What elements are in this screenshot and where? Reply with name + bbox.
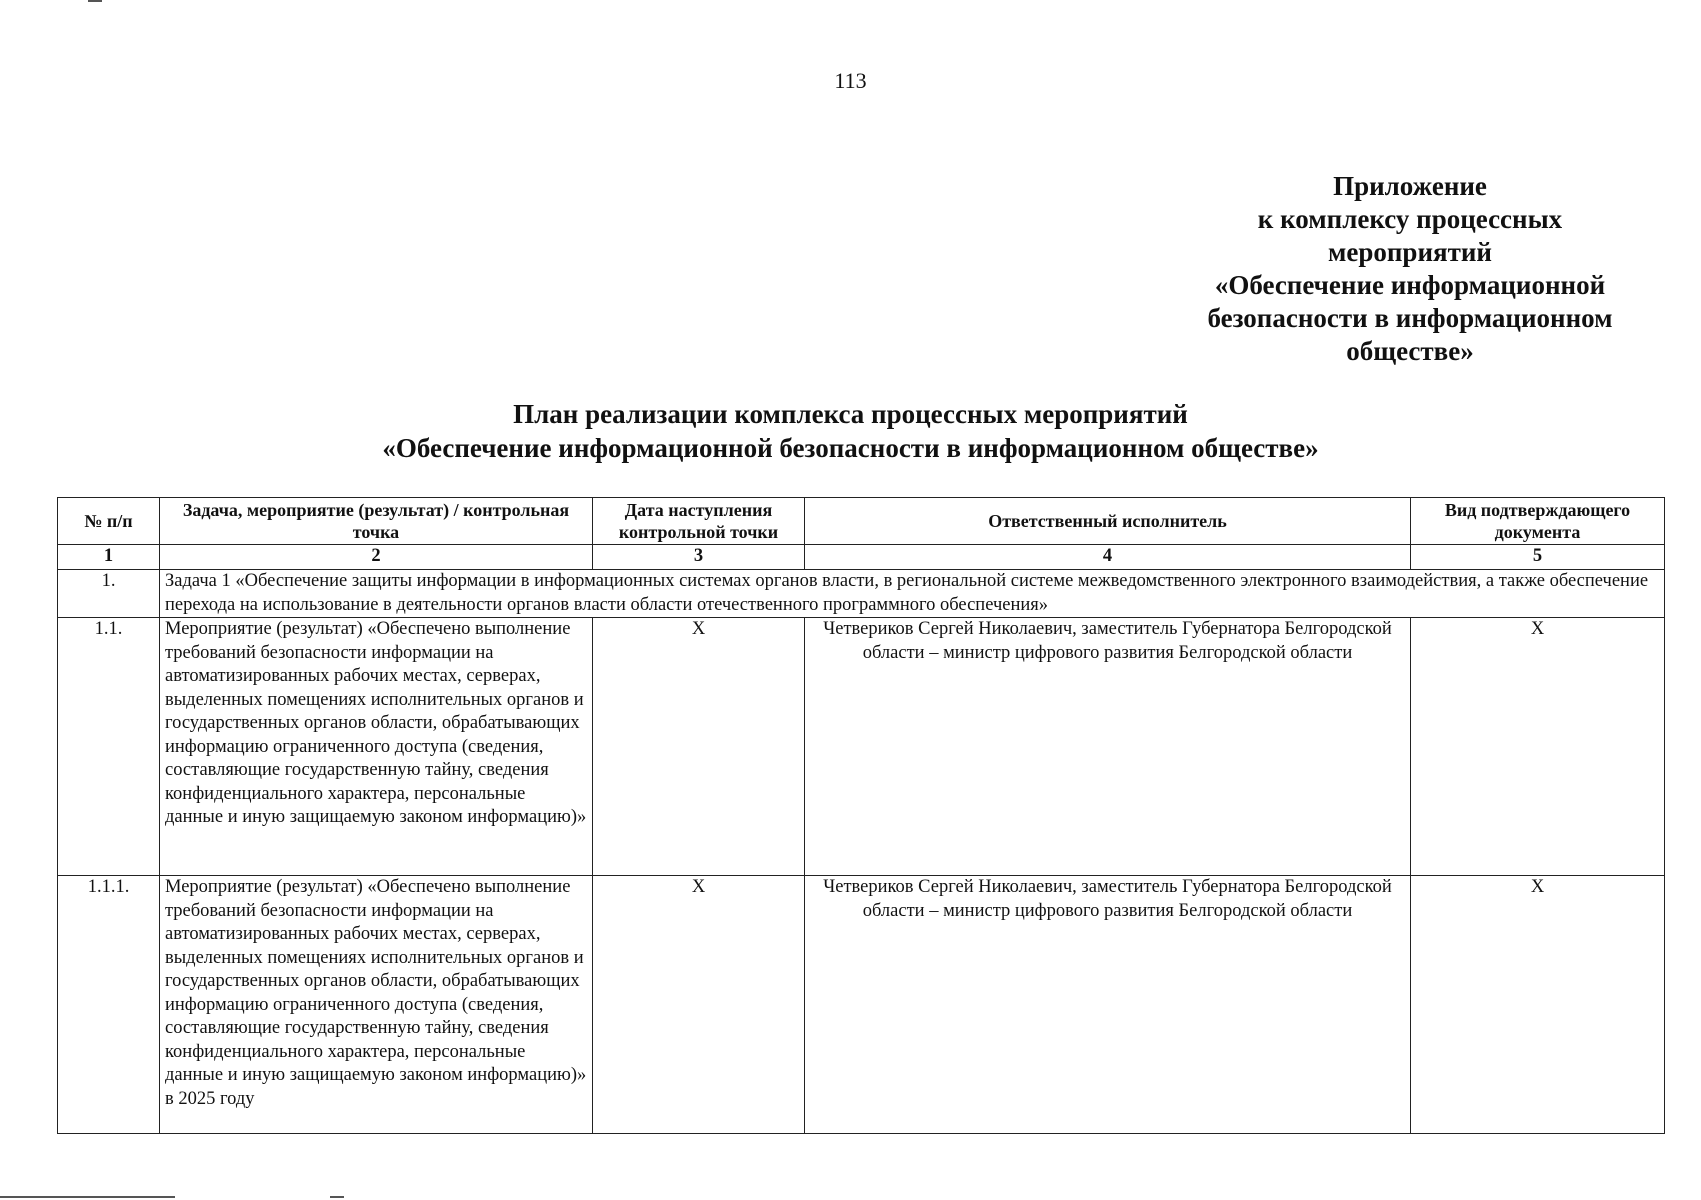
header-doc: Вид подтверждающего документа (1411, 498, 1665, 545)
scan-bottom-marks (0, 1196, 1701, 1198)
appendix-line: Приложение (1333, 171, 1487, 201)
row-task: Мероприятие (результат) «Обеспечено выполнение требований безопасности информации на автоматизированных рабочих местах, серверах, выделенных помещениях исполнительных органов и государственных органов области, обрабатывающих информацию ограниченного доступа (сведения, составляющие государственную тайну, сведения конфиденциального характера, персональные данные и иную защищаемую законом информацию)» (160, 618, 593, 876)
document-title-line-2: «Обеспечение информационной безопасности в информационном обществе» (382, 433, 1319, 463)
appendix-block (1170, 170, 1650, 368)
column-number: 5 (1411, 545, 1665, 570)
row-doc: X (1411, 876, 1665, 1134)
appendix-line: «Обеспечение информационной (1214, 270, 1606, 300)
header-responsible: Ответственный исполнитель (805, 498, 1411, 545)
row-responsible: Четвериков Сергей Николаевич, заместитель Губернатора Белгородской области – министр цифрового развития Белгородской области (805, 618, 1411, 876)
column-number: 2 (160, 545, 593, 570)
appendix-line: безопасности в информационном (1207, 303, 1613, 333)
row-num: 1.1. (58, 618, 160, 876)
appendix-line: обществе» (1346, 336, 1474, 366)
column-number: 4 (805, 545, 1411, 570)
row-doc: X (1411, 618, 1665, 876)
column-number: 3 (593, 545, 805, 570)
row-num: 1.1.1. (58, 876, 160, 1134)
document-title-line-1: План реализации комплекса процессных мероприятий (513, 399, 1188, 429)
header-num: № п/п (58, 498, 160, 545)
document-title (0, 397, 1701, 465)
appendix-line: к комплексу процессных (1257, 204, 1563, 234)
task-num: 1. (58, 570, 160, 618)
row-task: Мероприятие (результат) «Обеспечено выполнение требований безопасности информации на автоматизированных рабочих местах, серверах, выделенных помещениях исполнительных органов и государственных органов области, обрабатывающих информацию ограниченного доступа (сведения, составляющие государственную тайну, сведения конфиденциального характера, персональные данные и иную защищаемую законом информацию)» в 2025 году (160, 876, 593, 1134)
table-header-row (58, 498, 1665, 545)
scan-edge-mark (88, 0, 102, 2)
plan-table (57, 497, 1665, 1134)
row-responsible: Четвериков Сергей Николаевич, заместитель Губернатора Белгородской области – министр цифрового развития Белгородской области (805, 876, 1411, 1134)
column-numbers-row (58, 545, 1665, 570)
table-row (58, 876, 1665, 1134)
task-text: Задача 1 «Обеспечение защиты информации в информационных системах органов власти, в региональной системе межведомственного электронного взаимодействия, а также обеспечение перехода на использование в деятельности органов власти области отечественного программного обеспечения» (160, 570, 1665, 618)
header-task: Задача, мероприятие (результат) / контрольная точка (160, 498, 593, 545)
header-date: Дата наступления контрольной точки (593, 498, 805, 545)
task-row (58, 570, 1665, 618)
table-row (58, 618, 1665, 876)
row-date: X (593, 618, 805, 876)
page-number: 113 (834, 68, 867, 93)
row-date: X (593, 876, 805, 1134)
column-number: 1 (58, 545, 160, 570)
appendix-line: мероприятий (1327, 237, 1492, 267)
